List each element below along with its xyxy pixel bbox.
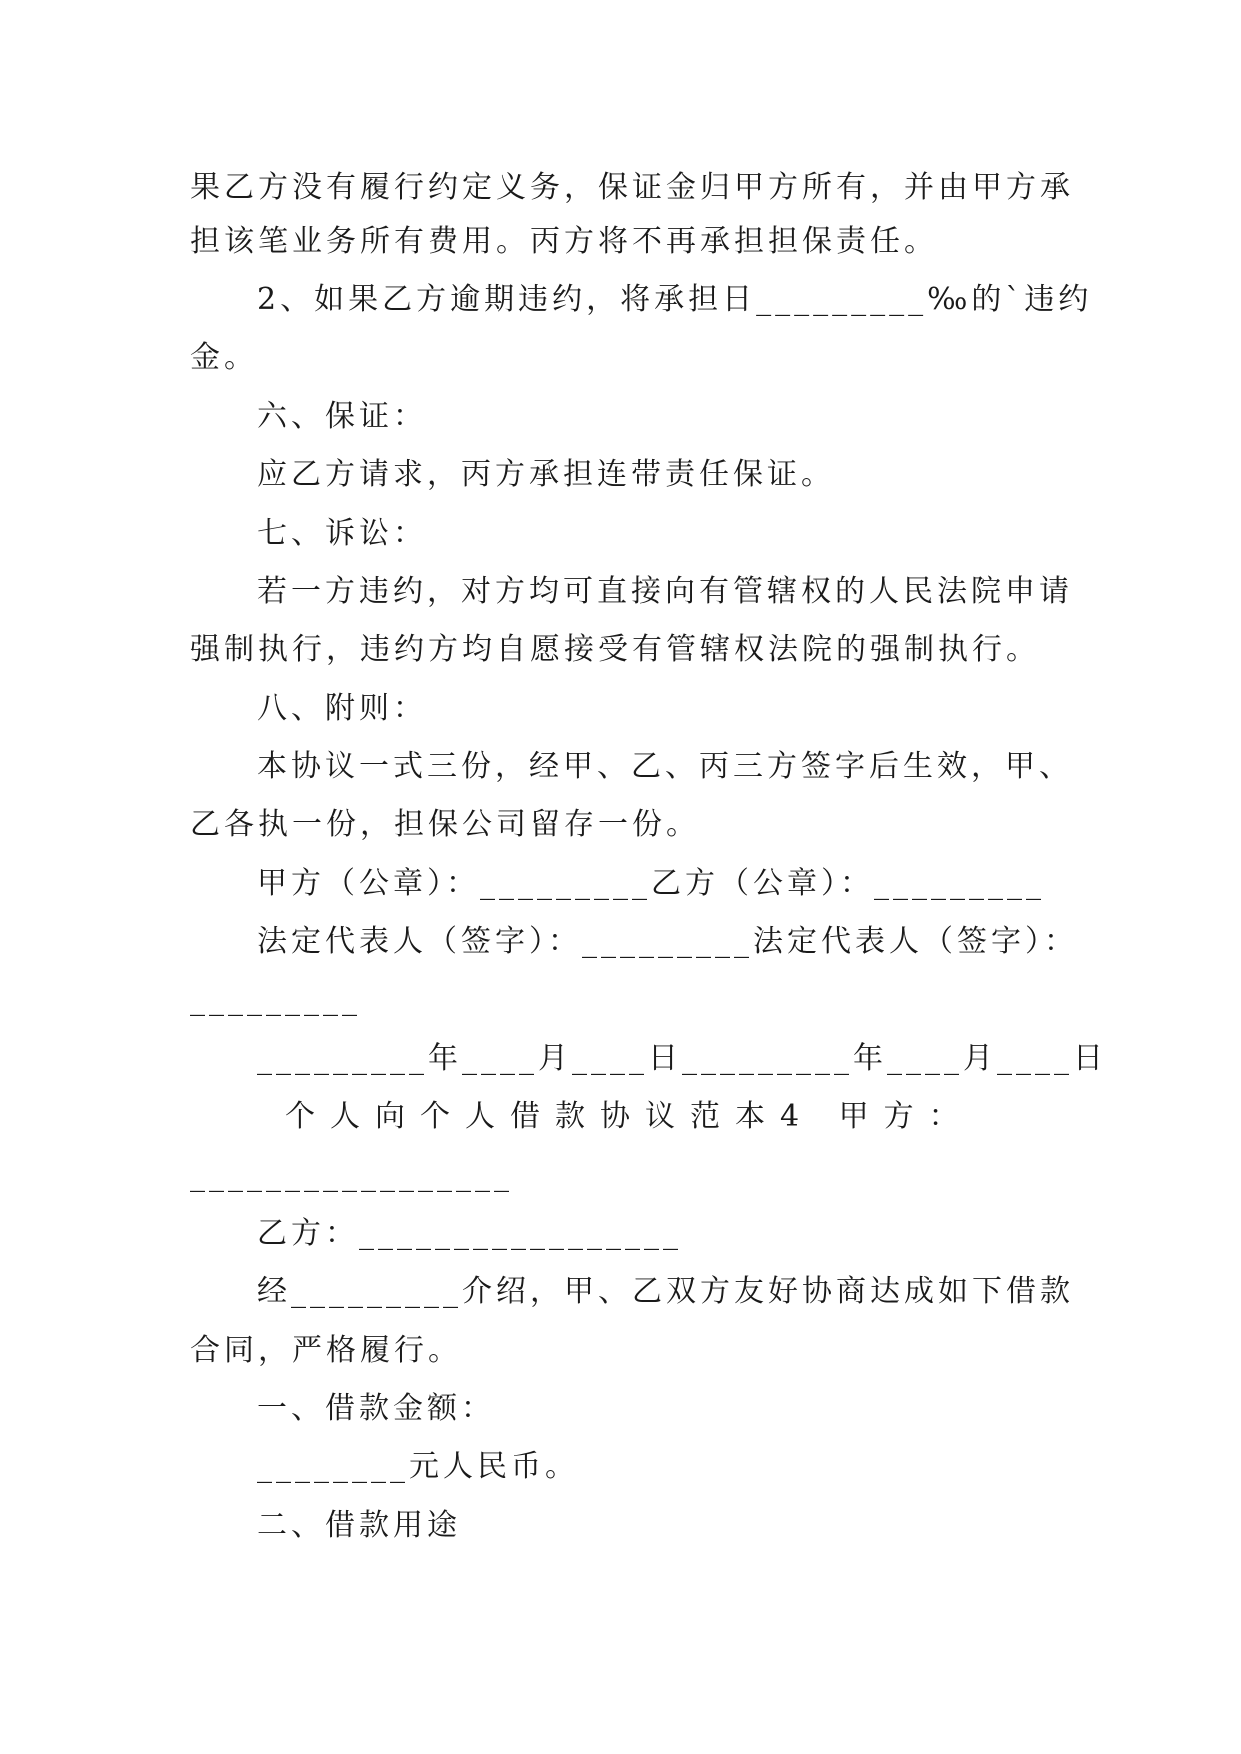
section-heading-amount: 一、借款金额： [257, 1391, 495, 1426]
body-text-line: 乙各执一份，担保公司留存一份。 [190, 807, 700, 842]
body-text-line: 应乙方请求，丙方承担连带责任保证。 [257, 457, 835, 492]
body-text-line: 担该笔业务所有费用。丙方将不再承担担保责任。 [190, 224, 938, 259]
body-text-line: 金。 [190, 340, 258, 375]
section-heading-litigation: 七、诉讼： [257, 516, 427, 551]
body-text-line: 若一方违约，对方均可直接向有管辖权的人民法院申请 [257, 574, 1073, 609]
section-heading-appendix: 八、附则： [257, 691, 427, 726]
amount-line: ________元人民币。 [257, 1449, 579, 1484]
party-a-blank: _________________ [190, 1158, 513, 1193]
section-heading-guarantee: 六、保证： [257, 399, 427, 434]
body-text-line: 强制执行，违约方均自愿接受有管辖权法院的强制执行。 [190, 632, 1040, 667]
body-text-line: 合同，严格履行。 [190, 1333, 462, 1368]
document-title-line: 个人向个人借款协议范本4 甲方： [285, 1099, 974, 1134]
signature-rep-line: 法定代表人（签字）：_________法定代表人（签字）： [257, 924, 1078, 959]
body-text-line: 经_________介绍，甲、乙双方友好协商达成如下借款 [257, 1274, 1074, 1309]
clause-penalty: 2、如果乙方逾期违约，将承担日_________‰的`违约 [257, 282, 1093, 317]
section-heading-purpose: 二、借款用途 [257, 1508, 461, 1543]
body-text-line: 本协议一式三份，经甲、乙、丙三方签字后生效，甲、 [257, 749, 1073, 784]
date-line: _________年____月____日_________年____月____日 [257, 1041, 1107, 1076]
signature-blank: _________ [190, 982, 361, 1017]
signature-seal-line: 甲方（公章）：_________乙方（公章）：_________ [257, 866, 1045, 901]
body-text-line: 果乙方没有履行约定义务，保证金归甲方所有，并由甲方承 [190, 170, 1074, 205]
party-b-line: 乙方：_________________ [257, 1216, 682, 1251]
